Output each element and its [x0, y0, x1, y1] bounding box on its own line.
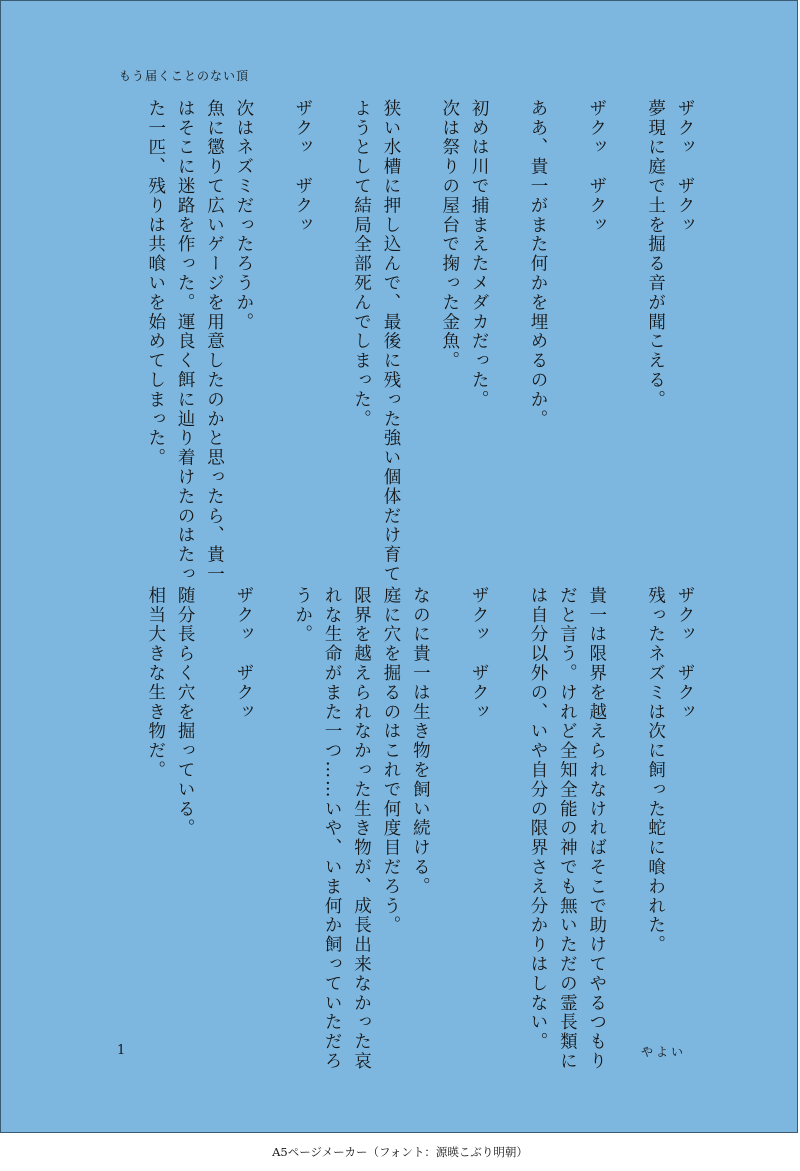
blank-line: [434, 586, 463, 1036]
blank-line: [199, 586, 228, 1036]
text-line: ザクッ ザクッ: [586, 99, 607, 235]
text-line: うか。: [292, 586, 313, 645]
blank-line: [258, 586, 287, 1036]
text-line: 随分長らく穴を掘っている。: [175, 586, 196, 839]
text-line: 魚に懲りて広いゲージを用意したのかと思ったら、貴一: [204, 99, 225, 584]
text-line: ようとして結局全部死んでしまった。: [351, 99, 372, 429]
text-line: 相当大きな生き物だ。: [145, 586, 166, 780]
text-line: 限界を越えられなかった生き物が、成長出来なかった哀: [351, 586, 372, 1071]
blank-line: [405, 99, 434, 549]
blank-line: [611, 99, 640, 549]
text-line: 残ったネズミは次に飼った蛇に喰われた。: [645, 586, 666, 955]
blank-line: [493, 99, 522, 549]
text-line: 初めは川で捕まえたメダカだった。: [469, 99, 490, 410]
blank-line: [493, 586, 522, 1036]
author-name: やよい: [641, 1045, 687, 1059]
text-line: なのに貴一は生き物を飼い続ける。: [410, 586, 431, 897]
app-footer-label: A5ページメーカー（フォント：源暎こぶり明朝）: [272, 1145, 528, 1159]
text-line: ザクッ ザクッ: [292, 99, 313, 235]
header-title: もう届くことのない頂: [119, 69, 250, 83]
text-line: 次は祭りの屋台で掬った金魚。: [439, 99, 460, 371]
blank-line: [552, 99, 581, 549]
text-line: 狭い水槽に押し込んで、最後に残った強い個体だけ育て: [380, 99, 401, 584]
blank-line: [258, 99, 287, 549]
text-line: は自分以外の、いや自分の限界さえ分かりはしない。: [527, 586, 548, 1052]
text-line: た一匹、残りは共喰いを始めてしまった。: [145, 99, 166, 468]
text-line: れな生命がまた一つ……いや、いま何か飼っていただろ: [322, 586, 343, 1071]
text-line: 夢現に庭で土を掘る音が聞こえる。: [645, 99, 666, 410]
text-line: ザクッ ザクッ: [675, 99, 695, 235]
text-line: 貴一は限界を越えられなければそこで助けてやるつもり: [586, 586, 607, 1071]
text-line: ザクッ ザクッ: [469, 586, 490, 722]
blank-line: [611, 586, 640, 1036]
blank-line: [317, 99, 346, 549]
text-line: ザクッ ザクッ: [233, 586, 254, 722]
text-line: だと言う。けれど全知全能の神でも無いただの霊長類に: [557, 586, 578, 1071]
text-line: はそこに迷路を作った。運良く餌に辿り着けたのはたっ: [175, 99, 196, 584]
text-line: ザクッ ザクッ: [675, 586, 695, 722]
text-line: 庭に穴を掘るのはこれで何度目だろう。: [380, 586, 401, 936]
text-line: ああ、貴一がまた何かを埋めるのか。: [527, 99, 548, 429]
text-line: 次はネズミだったろうか。: [233, 99, 254, 332]
page-number: 1: [117, 1043, 126, 1058]
text-block-top: [111, 99, 699, 584]
